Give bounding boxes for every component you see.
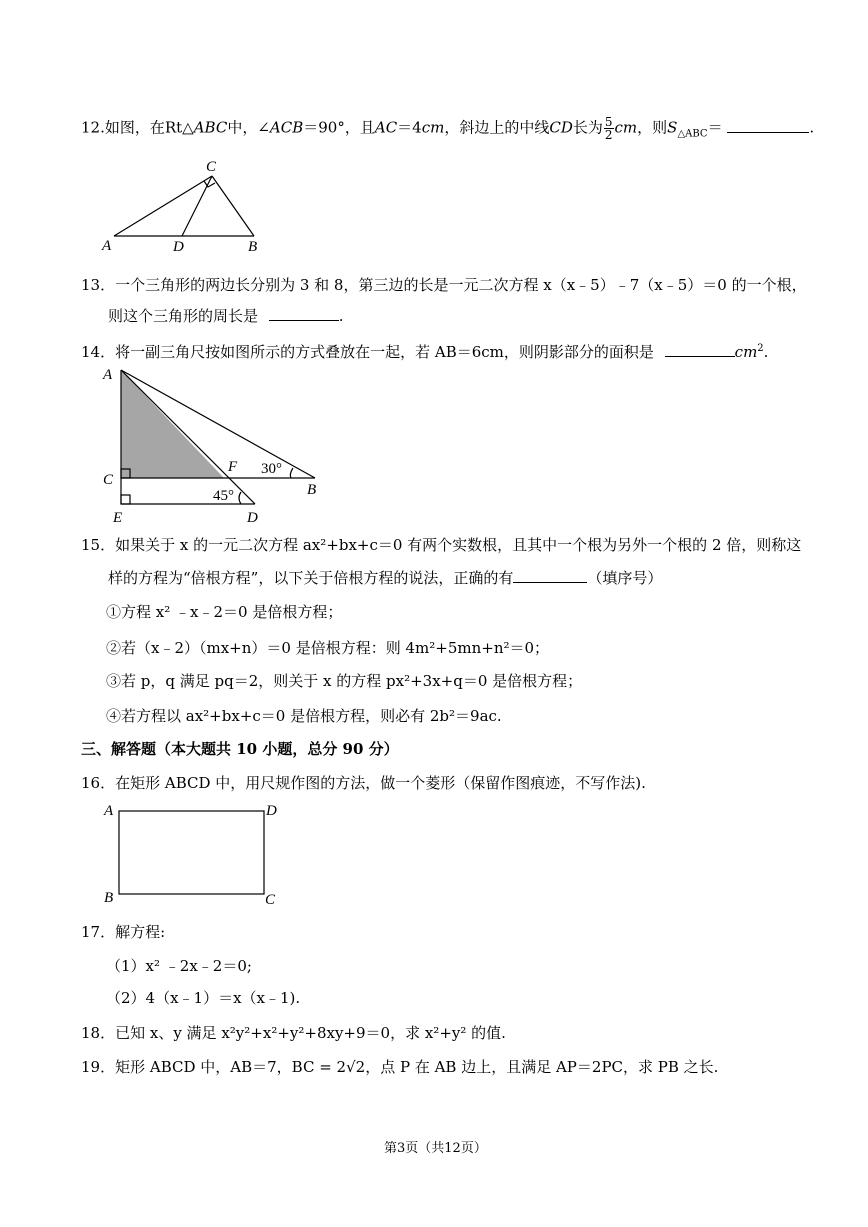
question-17-title: 17．解方程: [81,923,166,941]
question-17-part-1: （1）x² ﹣2x﹣2＝0; [106,957,252,975]
answer-blank-14[interactable] [665,342,735,357]
figure-14-set-squares [95,362,330,527]
question-14: 14．将一副三角尺按如图所示的方式叠放在一起，若 AB＝6cm，则阴影部分的面积是 $cm^2$. [81,343,769,361]
fraction-5-2: $\frac{5}{2}$ [604,115,613,142]
label-A: A [103,367,113,383]
label-C: C [103,472,114,488]
label-B: B [307,482,317,498]
label-E: E [113,510,123,526]
question-15-line2: 样的方程为“倍根方程”，以下关于倍根方程的说法，正确的有 （填序号） [108,569,663,587]
label-B: B [104,890,114,906]
label-C: C [206,159,217,175]
label-D: D [173,239,184,254]
question-18: 18．已知 x、y 满足 x²y²+x²+y²+8xy+9＝0，求 x²+y² 的值. [81,1024,506,1042]
angle-45-label: 45° [213,488,234,504]
label-A: A [102,238,112,254]
figure-12-triangle [100,158,270,254]
label-F: F [228,459,238,475]
angle-30-label: 30° [261,461,282,477]
question-13-line1: 13．一个三角形的两边长分别为 3 和 8，第三边的长是一元二次方程 x（x﹣5）﹣7（x﹣5）＝0 的一个根， [81,276,807,294]
section-3-heading: 三、解答题（本大题共 10 小题，总分 90 分） [81,740,399,758]
question-15-option-3: ③若 p，q 满足 pq＝2，则关于 x 的方程 px²+3x+q＝0 是倍根方程； [106,672,583,690]
page-footer: 第3页（共12页） [384,1141,487,1156]
question-19: 19．矩形 ABCD 中，AB＝7，BC = 2√2，点 P 在 AB 边上，且满足 AP＝2PC，求 PB 之长. [81,1058,719,1076]
question-15-option-4: ④若方程以 ax²+bx+c＝0 是倍根方程，则必有 2b²＝9ac. [106,707,502,725]
question-12: 12.如图，在Rt△ABC中，∠ACB＝90°，且AC＝4cm，斜边上的中线CD长为 $\frac{5}{2}$ cm，则$S_{\triangle ABC}=$ . [81,115,815,142]
question-15-line1: 15．如果关于 x 的一元二次方程 ax²+bx+c＝0 有两个实数根，且其中一个根为另外一个根的 2 倍，则称这 [81,536,802,554]
label-A: A [104,803,114,819]
figure-16-rectangle [100,798,285,910]
question-13-line2: 则这个三角形的周长是 . [108,307,344,325]
label-C: C [265,892,276,908]
answer-blank-15[interactable] [513,568,587,583]
question-17-part-2: （2）4（x﹣1）＝x（x﹣1). [106,989,301,1007]
question-16: 16．在矩形 ABCD 中，用尺规作图的方法，做一个菱形（保留作图痕迹，不写作法). [81,774,646,792]
label-D: D [266,803,277,819]
answer-blank-13[interactable] [269,306,339,321]
question-15-option-1: ①方程 x² ﹣x﹣2＝0 是倍根方程； [106,603,343,621]
question-15-option-2: ②若（x﹣2）（mx+n）＝0 是倍根方程：则 4m²+5mn+n²＝0； [106,639,550,657]
label-B: B [248,239,258,254]
answer-blank-12[interactable] [727,118,809,133]
label-D: D [247,510,258,526]
